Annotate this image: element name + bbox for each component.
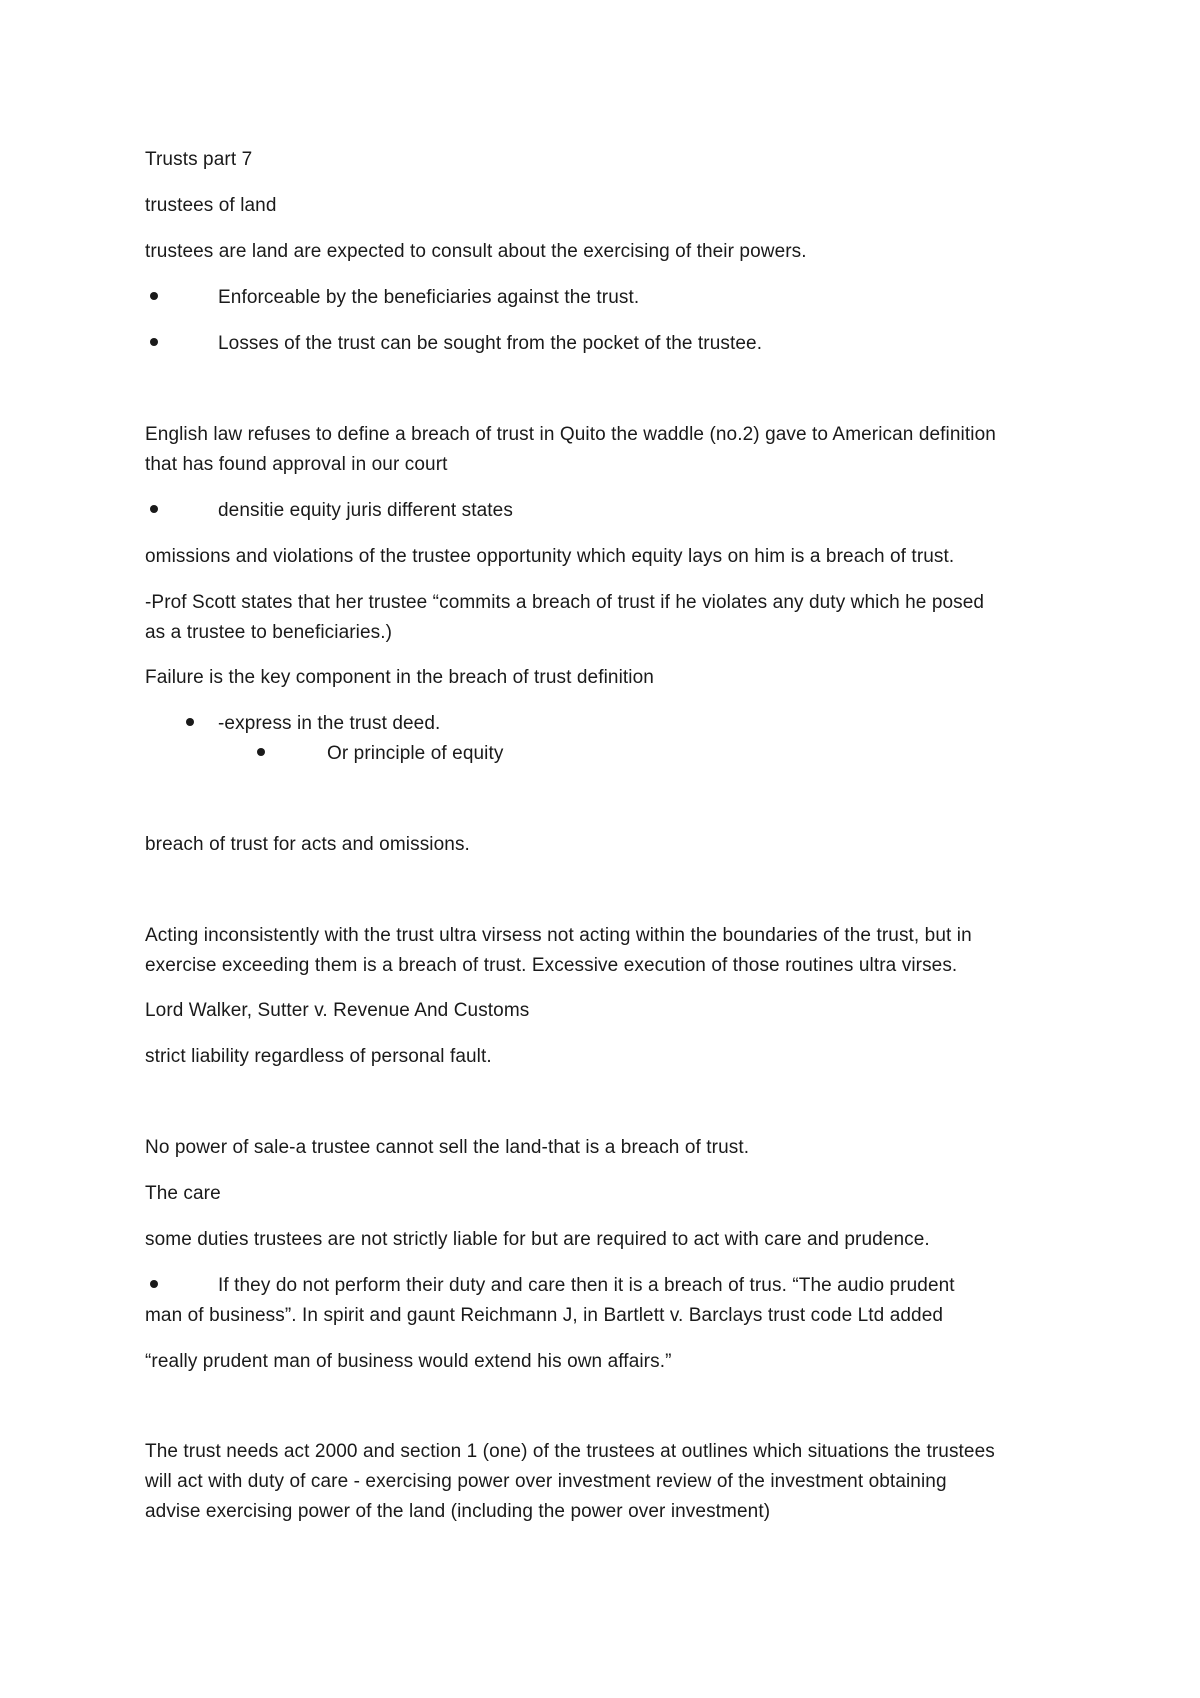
bullet-icon [150, 1271, 158, 1301]
list-item: -express in the trust deed. [218, 713, 441, 734]
paragraph-line: man of business”. In spirit and gaunt Reichmann J, in Bartlett v. Barclays trust code Ltd added [145, 1305, 944, 1326]
list-item: Losses of the trust can be sought from the pocket of the trustee. [218, 333, 763, 354]
bullet-icon [150, 496, 158, 526]
bullet-icon [257, 739, 265, 769]
paragraph-line: No power of sale-a trustee cannot sell the land-that is a breach of trust. [145, 1137, 750, 1158]
list-item-nested: Or principle of equity [327, 743, 504, 764]
list-item: Enforceable by the beneficiaries against the trust. [218, 287, 640, 308]
bullet-icon [150, 283, 158, 313]
paragraph-line: advise exercising power of the land (including the power over investment) [145, 1501, 771, 1522]
paragraph-line: Failure is the key component in the breach of trust definition [145, 667, 654, 688]
paragraph-line: omissions and violations of the trustee opportunity which equity lays on him is a breach of trust. [145, 546, 955, 567]
document-title: Trusts part 7 [145, 149, 253, 170]
paragraph-line: Acting inconsistently with the trust ultra virsess not acting within the boundaries of the trust, but in [145, 925, 972, 946]
paragraph-line: that has found approval in our court [145, 454, 448, 475]
paragraph-line: some duties trustees are not strictly liable for but are required to act with care and prudence. [145, 1229, 930, 1250]
paragraph-line: strict liability regardless of personal fault. [145, 1046, 492, 1067]
list-item: densitie equity juris different states [218, 500, 513, 521]
paragraph-line: The trust needs act 2000 and section 1 (one) of the trustees at outlines which situations the trustees [145, 1441, 995, 1462]
list-item: If they do not perform their duty and care then it is a breach of trus. “The audio prudent [218, 1275, 955, 1296]
paragraph-line: exercise exceeding them is a breach of trust. Excessive execution of those routines ultra virses. [145, 955, 958, 976]
paragraph-line: -Prof Scott states that her trustee “commits a breach of trust if he violates any duty which he posed [145, 592, 985, 613]
bullet-icon [186, 709, 194, 739]
paragraph-line: “really prudent man of business would extend his own affairs.” [145, 1351, 672, 1372]
bullet-icon [150, 329, 158, 359]
paragraph-line: will act with duty of care - exercising power over investment review of the investment obtaining [145, 1471, 947, 1492]
paragraph-line: breach of trust for acts and omissions. [145, 834, 470, 855]
heading-trustees-of-land: trustees of land [145, 195, 277, 216]
heading-the-care: The care [145, 1183, 221, 1204]
paragraph-line: as a trustee to beneficiaries.) [145, 622, 393, 643]
paragraph-line: trustees are land are expected to consult about the exercising of their powers. [145, 241, 807, 262]
paragraph-line: English law refuses to define a breach of trust in Quito the waddle (no.2) gave to American definition [145, 424, 996, 445]
paragraph-line: Lord Walker, Sutter v. Revenue And Customs [145, 1000, 530, 1021]
